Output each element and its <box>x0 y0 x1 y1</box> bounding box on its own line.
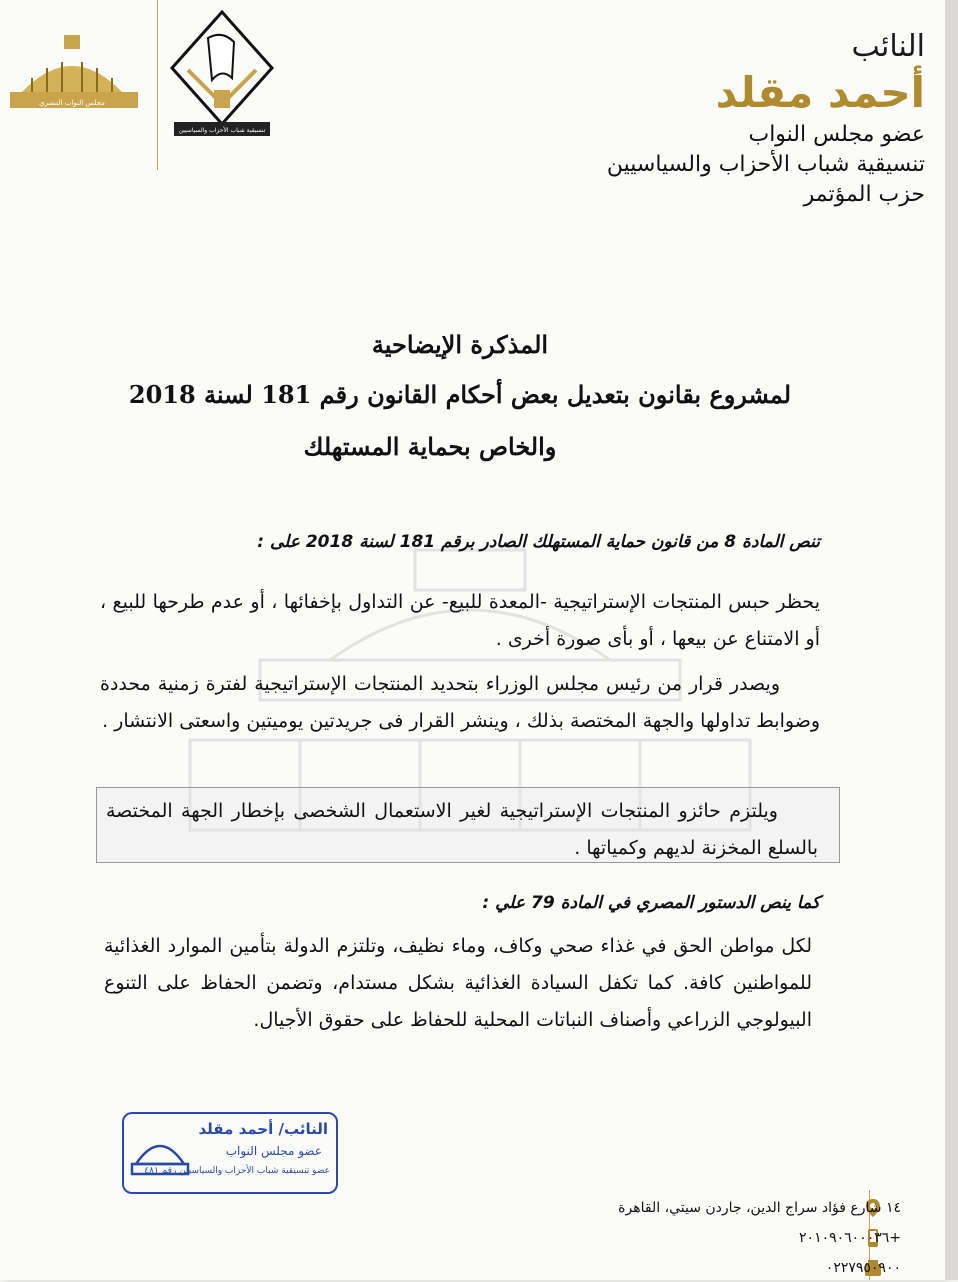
mp-title: النائب <box>851 29 925 64</box>
article-paragraph-3: ويلتزم حائزو المنتجات الإستراتيجية لغير الاستعمال الشخصى بإخطار الجهة المختصة بالسلع المخزنة لديهم وكمياتها . <box>106 800 818 859</box>
memo-title: المذكرة الإيضاحية <box>371 330 549 359</box>
letterhead <box>445 28 925 210</box>
mp-coordination: تنسيقية شباب الأحزاب والسياسيين <box>606 152 925 177</box>
parliament-logo-caption: مجلس النواب المصري <box>39 99 105 107</box>
official-stamp <box>122 1112 338 1194</box>
article-8-intro: تنص المادة 8 من قانون حماية المستهلك الصادر برقم 181 لسنة 2018 على : <box>257 532 820 552</box>
footer-mobile: +٢٠١٠٩٠٦٠٠٠٣٦ <box>799 1230 901 1246</box>
article-paragraph-1: يحظر حبس المنتجات الإستراتيجية -المعدة للبيع- عن التداول بإخفائها ، أو عدم طرحها للبيع ، أو الامتناع عن بيعها ، أو بأى صورة أخرى . <box>100 591 820 650</box>
stamp-name: النائب/ أحمد مقلد <box>198 1120 328 1138</box>
constitution-intro: كما ينص الدستور المصري في المادة 79 علي : <box>482 893 820 913</box>
coordination-logo-caption: تنسيقية شباب الأحزاب والسياسيين <box>178 127 266 134</box>
page-edge <box>945 0 958 1280</box>
article-paragraph-2: ويصدر قرار من رئيس مجلس الوزراء بتحديد المنتجات الإستراتيجية لفترة زمنية محددة وضوابط تداولها والجهة المختصة بذلك ، وينشر القرار فى جريدتين يوميتين واسعتى الانتشار . <box>100 673 820 732</box>
parliament-logo <box>2 30 142 115</box>
mp-party: حزب المؤتمر <box>803 182 925 207</box>
mp-name: أحمد مقلد <box>715 68 925 117</box>
stamp-role: عضو مجلس النواب <box>225 1144 322 1158</box>
coordination-logo <box>168 8 276 140</box>
constitution-article-79: لكل مواطن الحق في غذاء صحي وكاف، وماء نظيف، وتلتزم الدولة بتأمين الموارد الغذائية للمواطنين كافة. كما تكفل السيادة الغذائية بشكل مستدام، وتضمن الحفاظ على التنوع البيولوجي الزراعي وأصناف النباتات المحلية للحفاظ على حقوق الأجيال. <box>104 935 812 1031</box>
stamp-membership: عضو تنسيقية شباب الأحزاب والسياسيين رقم ٤٨١ <box>144 1166 330 1176</box>
footer-address: ١٤ شارع فؤاد سراج الدين، جاردن سيتي، القاهرة <box>618 1200 901 1216</box>
footer-phone: ٠٢٢٧٩٥٠٩٠٠ <box>825 1260 901 1276</box>
memo-subtitle-2: والخاص بحماية المستهلك <box>303 432 557 461</box>
memo-subtitle: لمشروع بقانون بتعديل بعض أحكام القانون رقم 181 لسنة 2018 <box>128 380 792 409</box>
mp-role: عضو مجلس النواب <box>748 122 925 147</box>
header-divider <box>157 0 158 170</box>
